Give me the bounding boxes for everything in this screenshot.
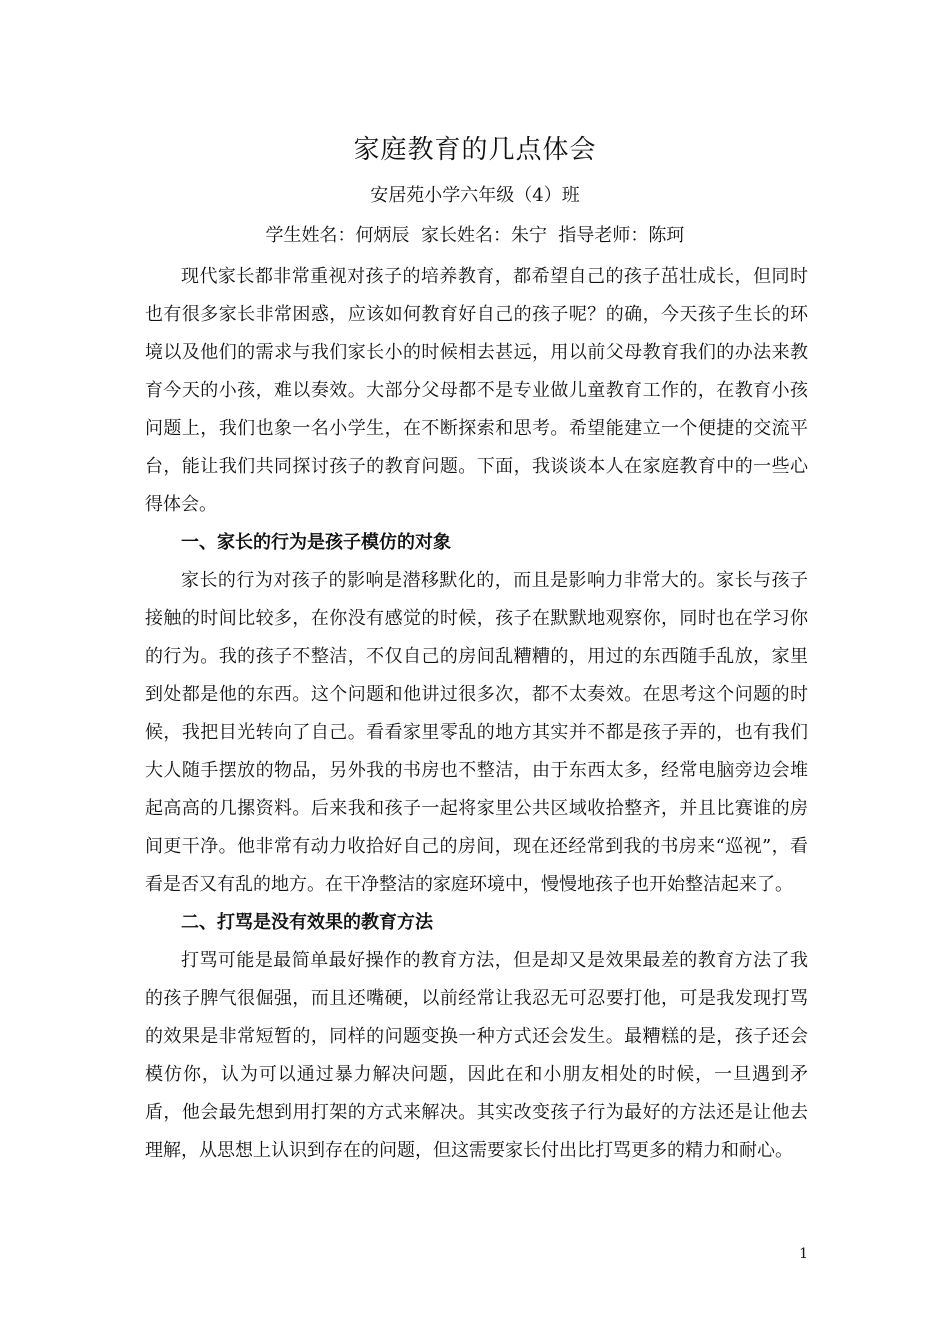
section-1-heading: 一、家长的行为是孩子模仿的对象 (181, 532, 451, 553)
intro-paragraph: 现代家长都非常重视对孩子的培养教育，都希望自己的孩子茁壮成长，但同时也有很多家长非常困惑，应该如何教育好自己的孩子呢？的确，今天孩子生长的环境以及他们的需求与我们家长小的时候相去甚远，用以前父母教育我们的办法来教育今天的小孩，难以奏效。大部分父母都不是专业做儿童教育工作的，在教育小孩问题上，我们也象一名小学生，在不断探索和思考。希望能建立一个便捷的交流平台，能让我们共同探讨孩子的教育问题。下面，我谈谈本人在家庭教育中的一些心得体会。 (145, 266, 808, 515)
section-2-paragraph: 打骂可能是最简单最好操作的教育方法，但是却又是效果最差的教育方法了我的孩子脾气很倔强，而且还嘴硬，以前经常让我忍无可忍要打他，可是我发现打骂的效果是非常短暂的，同样的问题变换一种方式还会发生。最糟糕的是，孩子还会模仿你，认为可以通过暴力解决问题，因此在和小朋友相处的时候，一旦遇到矛盾，他会最先想到用打架的方式来解决。其实改变孩子行为最好的方法还是让他去理解，从思想上认识到存在的问题，但这需要家长付出比打骂更多的精力和耐心。 (145, 950, 808, 1161)
section-2-heading: 二、打骂是没有效果的教育方法 (181, 912, 433, 933)
document-title: 家庭教育的几点体会 (353, 135, 597, 165)
names-line: 学生姓名：何炳辰 家长姓名：朱宁 指导老师：陈珂 (265, 225, 685, 246)
section-1-paragraph: 家长的行为对孩子的影响是潜移默化的，而且是影响力非常大的。家长与孩子接触的时间比较多，在你没有感觉的时候，孩子在默默地观察你，同时也在学习你的行为。我的孩子不整洁，不仅自己的房间乱糟糟的，用过的东西随手乱放，家里到处都是他的东西。这个问题和他讲过很多次，都不太奏效。在思考这个问题的时候，我把目光转向了自己。看看家里零乱的地方其实并不都是孩子弄的，也有我们大人随手摆放的物品，另外我的书房也不整洁，由于东西太多，经常电脑旁边会堆起高高的几摞资料。后来我和孩子一起将家里公共区域收拾整齐，并且比赛谁的房间更干净。他非常有动力收拾好自己的房间，现在还经常到我的书房来“巡视”，看看是否又有乱的地方。在干净整洁的家庭环境中，慢慢地孩子也开始整洁起来了。 (145, 570, 808, 895)
document-body (145, 258, 808, 1170)
document-subtitle: 安居苑小学六年级（4）班 (370, 185, 580, 206)
page-number: 1 (799, 1246, 808, 1262)
